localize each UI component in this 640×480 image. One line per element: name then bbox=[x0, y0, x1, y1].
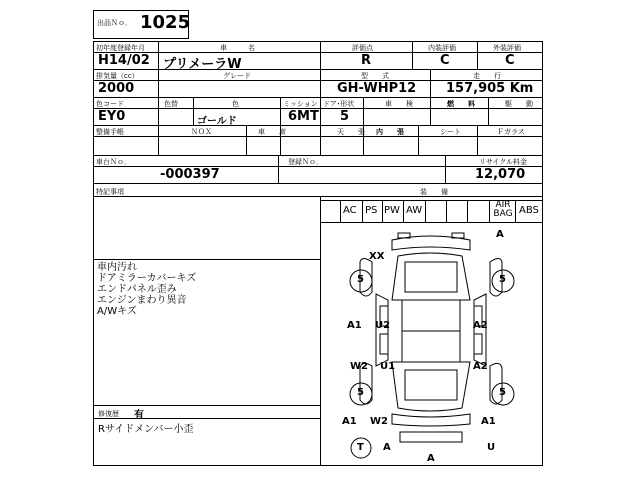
damage-mark: A2 bbox=[473, 320, 488, 331]
score-value: R bbox=[361, 53, 372, 68]
note-line: ドアミラーカバーキズ bbox=[97, 273, 197, 284]
reg-no-label: 登録Ｎｏ． bbox=[288, 158, 323, 166]
equip-ac: AC bbox=[343, 205, 357, 216]
sunroof-label: 天 張 bbox=[337, 128, 365, 136]
damage-mark: A1 bbox=[481, 416, 496, 427]
grade-label: グレード bbox=[223, 72, 251, 80]
damage-mark: W2 bbox=[370, 416, 388, 427]
exterior-value: C bbox=[505, 53, 515, 68]
damage-mark: 5 bbox=[357, 387, 364, 398]
note-line: エンドパネル歪み bbox=[97, 284, 177, 295]
note-line: エンジンまわり異音 bbox=[97, 295, 187, 306]
chassis-label: 車台Ｎｏ． bbox=[96, 158, 131, 166]
repair-detail: Rサイドメンバー小歪 bbox=[98, 424, 194, 435]
equip-airbag: AIR BAG bbox=[493, 200, 513, 219]
glass-label: Ｆガラス bbox=[497, 128, 525, 136]
recycle-label: リサイクル料金 bbox=[479, 158, 528, 166]
transmission-label: ミッション bbox=[283, 100, 318, 108]
sheet-border bbox=[94, 42, 543, 466]
notes-list bbox=[97, 262, 196, 317]
notes-label: 特記事項 bbox=[96, 188, 124, 196]
inspection-label: 車 検 bbox=[385, 100, 413, 108]
lot-number: 1025 bbox=[140, 12, 191, 33]
damage-mark: U1 bbox=[380, 361, 396, 372]
recycle-value: 12,070 bbox=[475, 167, 526, 182]
damage-mark: 5 bbox=[499, 274, 506, 285]
drive-label: 駆 動 bbox=[505, 100, 533, 108]
mileage-value: 157,905 Km bbox=[446, 81, 534, 96]
color-label: 色 bbox=[232, 100, 239, 108]
model-value: GH-WHP12 bbox=[337, 81, 417, 96]
interior-label: 内装評価 bbox=[428, 44, 456, 52]
damage-mark: A bbox=[383, 442, 391, 453]
model-label: 型 式 bbox=[361, 72, 389, 80]
damage-mark: A1 bbox=[347, 320, 362, 331]
interior-value: C bbox=[440, 53, 450, 68]
seat-cover-label: シート bbox=[440, 128, 461, 136]
note-line: A/Wキズ bbox=[97, 306, 137, 317]
lot-label: 出品Ｎｏ． bbox=[97, 19, 132, 27]
doors-value: 5 bbox=[340, 109, 350, 124]
equip-pw: PW bbox=[384, 205, 400, 216]
equip-aw: AW bbox=[406, 205, 423, 216]
nox-label: ＮＯＸ bbox=[191, 128, 212, 136]
damage-mark: 5 bbox=[499, 387, 506, 398]
damage-mark: A bbox=[427, 453, 435, 464]
equipment-label: 装 備 bbox=[420, 188, 448, 196]
color-code-value: EY0 bbox=[98, 109, 126, 124]
repair-value: 有 bbox=[134, 410, 144, 421]
car-name-label: 車 名 bbox=[220, 44, 255, 52]
color-code-label: 色コード bbox=[96, 100, 124, 108]
score-label: 評価点 bbox=[352, 44, 373, 52]
damage-mark: U bbox=[487, 442, 496, 453]
damage-mark: W2 bbox=[350, 361, 368, 372]
seats-label: 車 席 bbox=[258, 128, 286, 136]
chassis-value: -000397 bbox=[160, 167, 220, 182]
interior-trim-label: 内 張 bbox=[376, 128, 404, 136]
car-name-value: プリメーラW bbox=[163, 57, 242, 72]
note-line: 車内汚れ bbox=[97, 262, 137, 273]
exterior-label: 外装評価 bbox=[493, 44, 521, 52]
doors-label: ドア･形状 bbox=[323, 100, 355, 108]
color-type-label: 色替 bbox=[164, 100, 178, 108]
manual-label: 整備手帳 bbox=[96, 128, 124, 136]
damage-mark: XX bbox=[369, 251, 385, 262]
year-label: 初年度登録年月 bbox=[96, 44, 145, 52]
displacement-label: 排気量（cc） bbox=[96, 72, 139, 80]
damage-mark: A1 bbox=[342, 416, 357, 427]
damage-mark: T bbox=[357, 442, 364, 453]
fuel-label: 燃 料 bbox=[447, 100, 475, 108]
transmission-value: 6MT bbox=[288, 109, 319, 124]
color-value: ゴールド bbox=[197, 116, 237, 127]
mileage-label: 走 行 bbox=[473, 72, 501, 80]
damage-mark: 5 bbox=[357, 274, 364, 285]
damage-mark: U2 bbox=[375, 320, 391, 331]
equip-ps: PS bbox=[365, 205, 378, 216]
damage-mark: A bbox=[496, 229, 504, 240]
equip-abs: ABS bbox=[519, 205, 539, 216]
displacement-value: 2000 bbox=[98, 81, 135, 96]
damage-mark: A2 bbox=[473, 361, 488, 372]
repair-label: 修復歴 bbox=[98, 410, 119, 418]
year-value: H14/02 bbox=[98, 53, 150, 68]
